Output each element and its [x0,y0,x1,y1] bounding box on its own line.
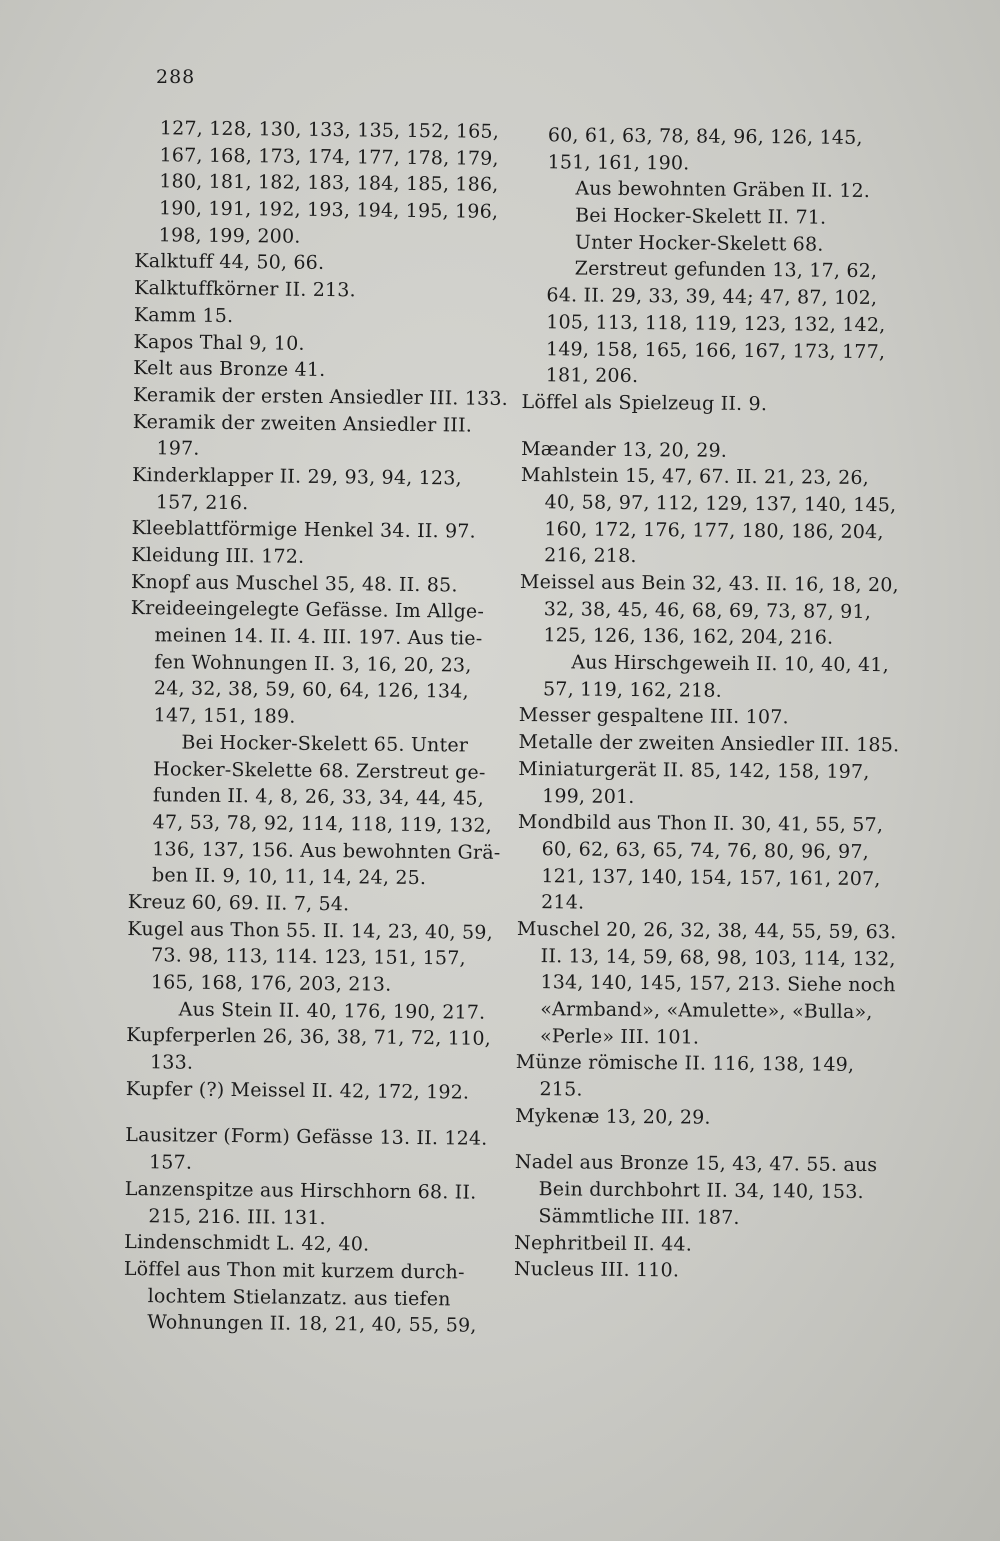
index-continuation-line: 149, 158, 165, 166, 167, 173, 177, [545,337,886,363]
index-entry-line: Mykenæ 13, 20, 29. [515,1104,711,1129]
index-continuation-line: 165, 168, 176, 203, 213. [150,971,392,996]
index-continuation-line: 60, 61, 63, 78, 84, 96, 126, 145, [547,124,863,149]
index-continuation-line: 190, 191, 192, 193, 194, 195, 196, [158,197,499,223]
index-column-left [123,115,521,1340]
index-entry-line: Kalktuff 44, 50, 66. [134,250,325,275]
index-continuation-line: meinen 14. II. 4. III. 197. Aus tie- [154,624,483,650]
index-entry-line: Muschel 20, 26, 32, 38, 44, 55, 59, 63. [516,917,897,944]
index-entry-line: Nadel aus Bronze 15, 43, 47. 55. aus [514,1151,878,1177]
index-entry-line: Miniaturgerät II. 85, 142, 158, 197, [518,757,870,783]
index-continuation-line: Sämmtliche III. 187. [538,1204,740,1229]
index-entry-line: Löffel als Spielzeug II. 9. [521,390,768,416]
index-entry-line: Messer gespaltene III. 107. [518,704,789,729]
index-continuation-line: 215. [539,1078,583,1101]
index-continuation-line: 125, 126, 136, 162, 204, 216. [543,624,834,650]
index-continuation-line: Zerstreut gefunden 13, 17, 62, [574,257,878,283]
index-continuation-line: Hocker-Skelette 68. Zerstreut ge- [153,757,486,784]
index-entry-line: Kapos Thal 9, 10. [133,330,305,355]
page-number: 288 [156,66,196,88]
index-continuation-line: 127, 128, 130, 133, 135, 152, 165, [159,117,500,143]
index-entry-line: Keramik der ersten Ansiedler III. 133. [132,383,509,410]
index-entry-line: Kupferperlen 26, 36, 38, 71, 72, 110, [126,1024,492,1051]
index-entry-line: Mæander 13, 20, 29. [521,437,728,462]
index-entry-line: Lausitzer (Form) Gefässe 13. II. 124. [125,1124,488,1151]
index-continuation-line: funden II. 4, 8, 26, 33, 34, 44, 45, [152,784,485,810]
index-continuation-line: 197. [156,437,200,460]
index-continuation-line: 32, 38, 45, 46, 68, 69, 73, 87, 91, [543,597,872,623]
index-continuation-line: 167, 168, 173, 174, 177, 178, 179, [159,143,499,170]
index-continuation-line: 121, 137, 140, 154, 157, 161, 207, [541,864,881,890]
index-entry-line: Meissel aus Bein 32, 43. II. 16, 18, 20, [519,570,899,597]
index-continuation-line: 147, 151, 189. [153,704,296,728]
index-entry-line: Kleeblattförmige Henkel 34. II. 97. [131,517,476,543]
index-continuation-line: 105, 113, 118, 119, 123, 132, 142, [546,311,886,336]
index-entry-line: Münze römische II. 116, 138, 149, [515,1051,855,1077]
index-entry-line: Kleidung III. 172. [131,543,305,568]
index-entry-line: Löffel aus Thon mit kurzem durch- [123,1257,465,1284]
index-entry-line: Mahlstein 15, 47, 67. II. 21, 23, 26, [520,464,870,490]
index-continuation-line: 47, 53, 78, 92, 114, 118, 119, 132, [152,811,493,837]
index-entry-line: Lanzenspitze aus Hirschhorn 68. II. [124,1177,477,1204]
index-entry-line: Kinderklapper II. 29, 93, 94, 123, [132,463,462,490]
index-continuation-line: Aus Hirschgeweih II. 10, 40, 41, [571,651,889,677]
index-continuation-line: 151, 161, 190. [547,150,690,175]
index-continuation-line: «Perle» III. 101. [539,1024,700,1049]
index-continuation-line: 199, 201. [542,784,635,808]
index-entry-line: Kamm 15. [133,303,234,327]
index-continuation-line: 214. [541,891,585,914]
index-continuation-line: Bei Hocker-Skelett 65. Unter [181,731,469,757]
index-continuation-line: 216, 218. [544,544,637,568]
index-entry-line: Kreuz 60, 69. II. 7, 54. [127,890,350,916]
index-continuation-line: 215, 216. III. 131. [148,1204,326,1229]
index-entry-line: Knopf aus Muschel 35, 48. II. 85. [130,570,458,597]
index-continuation-line: 157. [148,1151,193,1174]
index-continuation-line: 180, 181, 182, 183, 184, 185, 186, [159,170,499,197]
index-continuation-line: 134, 140, 145, 157, 213. Siehe noch [540,971,896,997]
index-continuation-line: II. 13, 14, 59, 68, 98, 103, 114, 132, [540,944,896,970]
index-continuation-line: fen Wohnungen II. 3, 16, 20, 23, [154,650,472,677]
index-column-right [514,122,909,1286]
index-continuation-line: 73. 98, 113, 114. 123, 151, 157, [151,944,466,970]
index-continuation-line: ben II. 9, 10, 11, 14, 24, 25. [151,864,427,890]
index-entry-line: Kugel aus Thon 55. II. 14, 23, 40, 59, [127,917,494,944]
index-continuation-line: «Armband», «Amulette», «Bulla», [540,998,873,1024]
index-entry-line: Kalktuffkörner II. 213. [134,277,356,302]
index-entry-line: Metalle der zweiten Ansiedler III. 185. [518,731,900,757]
index-entry-line: Mondbild aus Thon II. 30, 41, 55, 57, [517,811,884,837]
index-entry-line: Keramik der zweiten Ansiedler III. [132,410,473,437]
index-continuation-line: 40, 58, 97, 112, 129, 137, 140, 145, [544,491,897,517]
index-entry-line: Nephritbeil II. 44. [514,1231,693,1256]
index-continuation-line: Aus Stein II. 40, 176, 190, 217. [178,998,486,1024]
index-continuation-line: lochtem Stielanzatz. aus tiefen [147,1284,451,1310]
index-continuation-line: Aus bewohnten Gräben II. 12. [575,177,871,203]
index-continuation-line: Unter Hocker-Skelett 68. [574,231,824,256]
index-continuation-line: Bei Hocker-Skelett II. 71. [575,204,827,229]
index-continuation-line: 64. II. 29, 33, 39, 44; 47, 87, 102, [546,284,878,310]
index-entry-line: Kreideeingelegte Gefässe. Im Allge- [130,597,485,624]
index-entry-line: Nucleus III. 110. [513,1258,680,1282]
index-continuation-line: 160, 172, 176, 177, 180, 186, 204, [544,517,884,543]
index-continuation-line: Wohnungen II. 18, 21, 40, 55, 59, [147,1311,477,1337]
index-continuation-line: 198, 199, 200. [158,223,301,248]
index-continuation-line: 181, 206. [545,364,639,388]
index-continuation-line: 136, 137, 156. Aus bewohnten Grä- [152,837,501,864]
index-continuation-line: 57, 119, 162, 218. [542,677,723,702]
index-continuation-line: 60, 62, 63, 65, 74, 76, 80, 96, 97, [541,838,870,863]
index-continuation-line: 24, 32, 38, 59, 60, 64, 126, 134, [153,677,469,703]
index-continuation-line: 157, 216. [155,490,249,514]
index-entry-line: Kelt aus Bronze 41. [133,357,326,382]
index-continuation-line: Bein durchbohrt II. 34, 140, 153. [538,1178,864,1204]
index-entry-line: Kupfer (?) Meissel II. 42, 172, 192. [125,1077,470,1104]
index-continuation-line: 133. [149,1051,194,1074]
index-entry-line: Lindenschmidt L. 42, 40. [124,1231,370,1256]
